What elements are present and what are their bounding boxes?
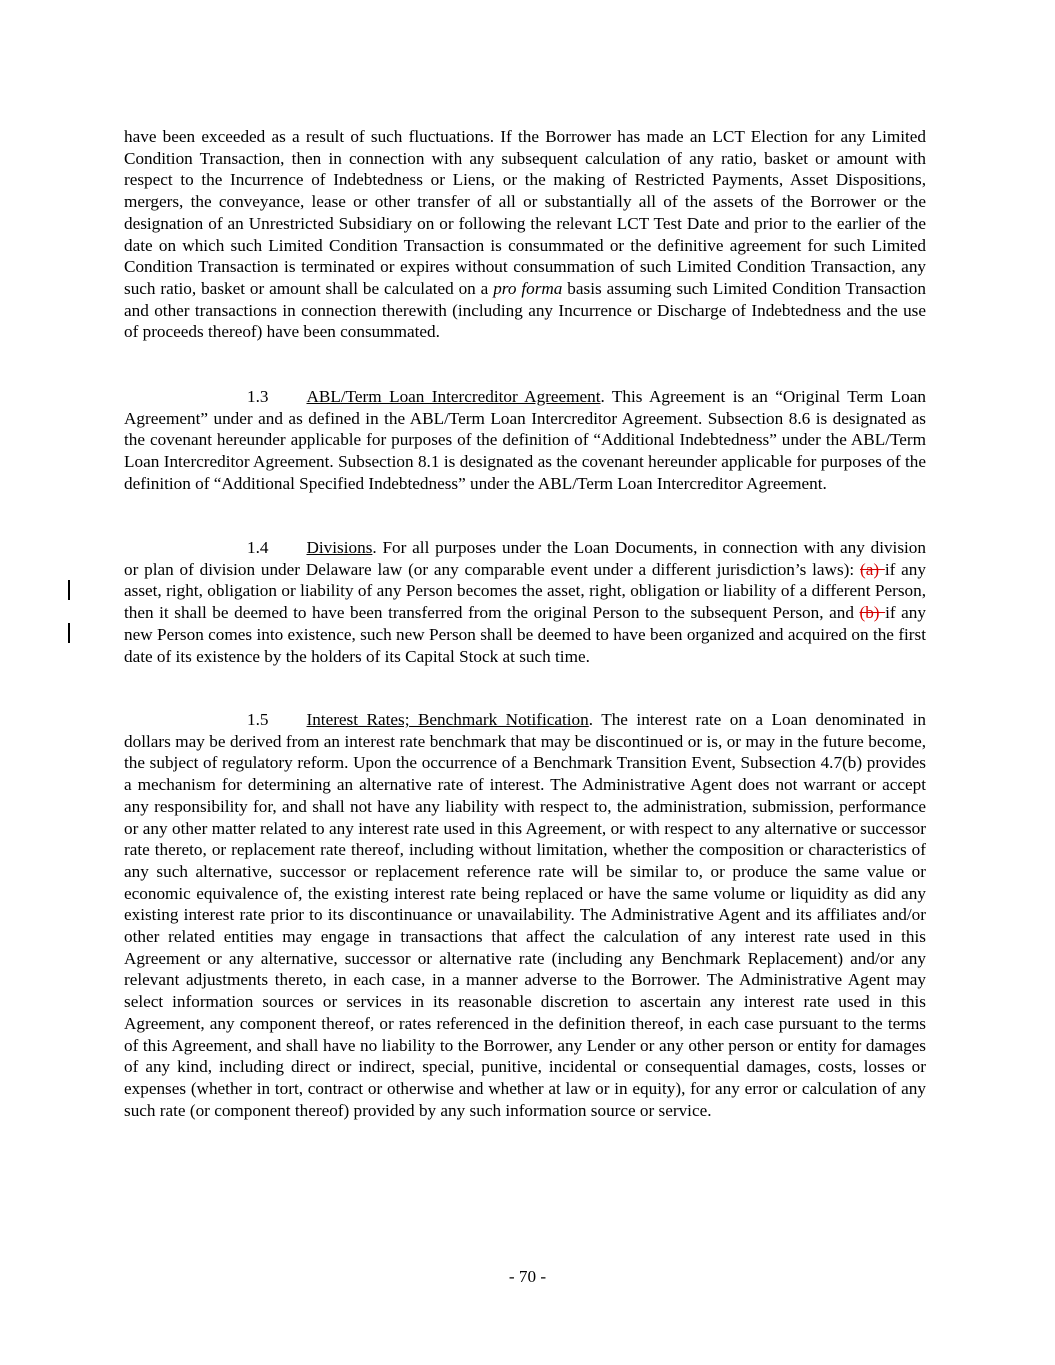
section-number: 1.4 — [247, 538, 269, 557]
section-heading: Divisions — [306, 538, 373, 557]
section-body: . For all purposes under the Loan Documents, in connection with any division or plan of division under Delaware law (or any comparable event under a different jurisdiction’s laws): — [124, 538, 926, 579]
section-body: if any new Person comes into existence, such new Person shall be deemed to have been organized and acquired on the first date of its existence by the holders of its Capital Stock at such time. — [124, 603, 926, 666]
section-1-5 — [124, 709, 926, 1121]
section-body: . This Agreement is an “Original Term Loan Agreement” under and as defined in the ABL/Term Loan Intercreditor Agreement. Subsection 8.6 is designated as the covenant hereunder applicable for purposes of the definition of “Additional Indebtedness” under the ABL/Term Loan Intercreditor Agreement. Subsection 8.1 is designated as the covenant hereunder applicable for purposes of the definition of “Additional Specified Indebtedness” under the ABL/Term Loan Intercreditor Agreement. — [124, 387, 926, 493]
section-body: if any asset, right, obligation or liability of any Person becomes the asset, right, obligation or liability of a different Person, then it shall be deemed to have been transferred from the original Person to the subsequent Person, and — [124, 559, 926, 623]
section-1-4 — [124, 537, 926, 667]
section-number: 1.3 — [247, 387, 269, 406]
italic-term: pro forma — [493, 278, 563, 298]
deleted-text: (a) — [859, 559, 885, 579]
paragraph-text: basis assuming such Limited Condition Transaction and other transactions in connection therewith (including any Incurrence or Discharge of Indebtedness and the use of proceeds thereof) have been consummated. — [124, 278, 926, 342]
deleted-text: (b) — [859, 603, 886, 623]
section-body: . The interest rate on a Loan denominated in dollars may be derived from an interest rate benchmark that may be discontinued or is, or may in the future become, the subject of regulatory reform. Upon the occurrence of a Benchmark Transition Event, Subsection 4.7(b) provides a mechanism for determining an alternative rate of interest. The Administrative Agent does not warrant or accept any responsibility for, and shall not have any liability with respect to, the administration, submission, performance or any other matter related to any interest rate used in this Agreement, or with respect to any alternative or successor rate thereto, or replacement rate thereof, including without limitation, whether the composition or characteristics of any such alternative, successor or replacement reference rate will be similar to, or produce the same value or economic equivalence of, the existing interest rate being replaced or have the same volume or liquidity as did any existing interest rate prior to its discontinuance or unavailability. The Administrative Agent and its affiliates and/or other related entities may engage in transactions that affect the calculation of any interest rate used in this Agreement or any alternative, successor or alternative rate (including any Benchmark Replacement) and/or any relevant adjustments thereto, in each case, in a manner adverse to the Borrower. The Administrative Agent may select information sources or services in its reasonable discretion to ascertain any interest rate used in this Agreement, any component thereof, or rates referenced in the definition thereof, in each case pursuant to the terms of this Agreement, and shall have no liability to the Borrower, any Lender or any other person or entity for damages of any kind, including direct or indirect, special, punitive, incidental or consequential damages, costs, losses or expenses (whether in tort, contract or otherwise and whether at law or in equity), for any error or calculation of any such rate (or component thereof) provided by any such information source or service. — [124, 710, 926, 1120]
continuation-paragraph — [124, 126, 926, 343]
page-number: - 70 - — [508, 1267, 547, 1286]
revision-bar — [68, 623, 70, 643]
section-1-3 — [124, 386, 926, 495]
revision-bar — [68, 580, 70, 600]
section-heading: ABL/Term Loan Intercreditor Agreement — [306, 387, 601, 406]
section-number: 1.5 — [247, 710, 269, 729]
paragraph-text: have been exceeded as a result of such fluctuations. If the Borrower has made an LCT Election for any Limited Condition Transaction, then in connection with any subsequent calculation of any ratio, basket or amount with respect to the Incurrence of Indebtedness or Liens, or the making of Restricted Payments, Asset Dispositions, mergers, the conveyance, lease or other transfer of all or substantially all of the assets of the Borrower or the designation of an Unrestricted Subsidiary on or following the relevant LCT Test Date and prior to the earlier of the date on which such Limited Condition Transaction is consummated or the definitive agreement for such Limited Condition Transaction is terminated or expires without consummation of such Limited Condition Transaction, any such ratio, basket or amount shall be calculated on a — [124, 127, 926, 298]
section-heading: Interest Rates; Benchmark Notification — [306, 710, 589, 729]
